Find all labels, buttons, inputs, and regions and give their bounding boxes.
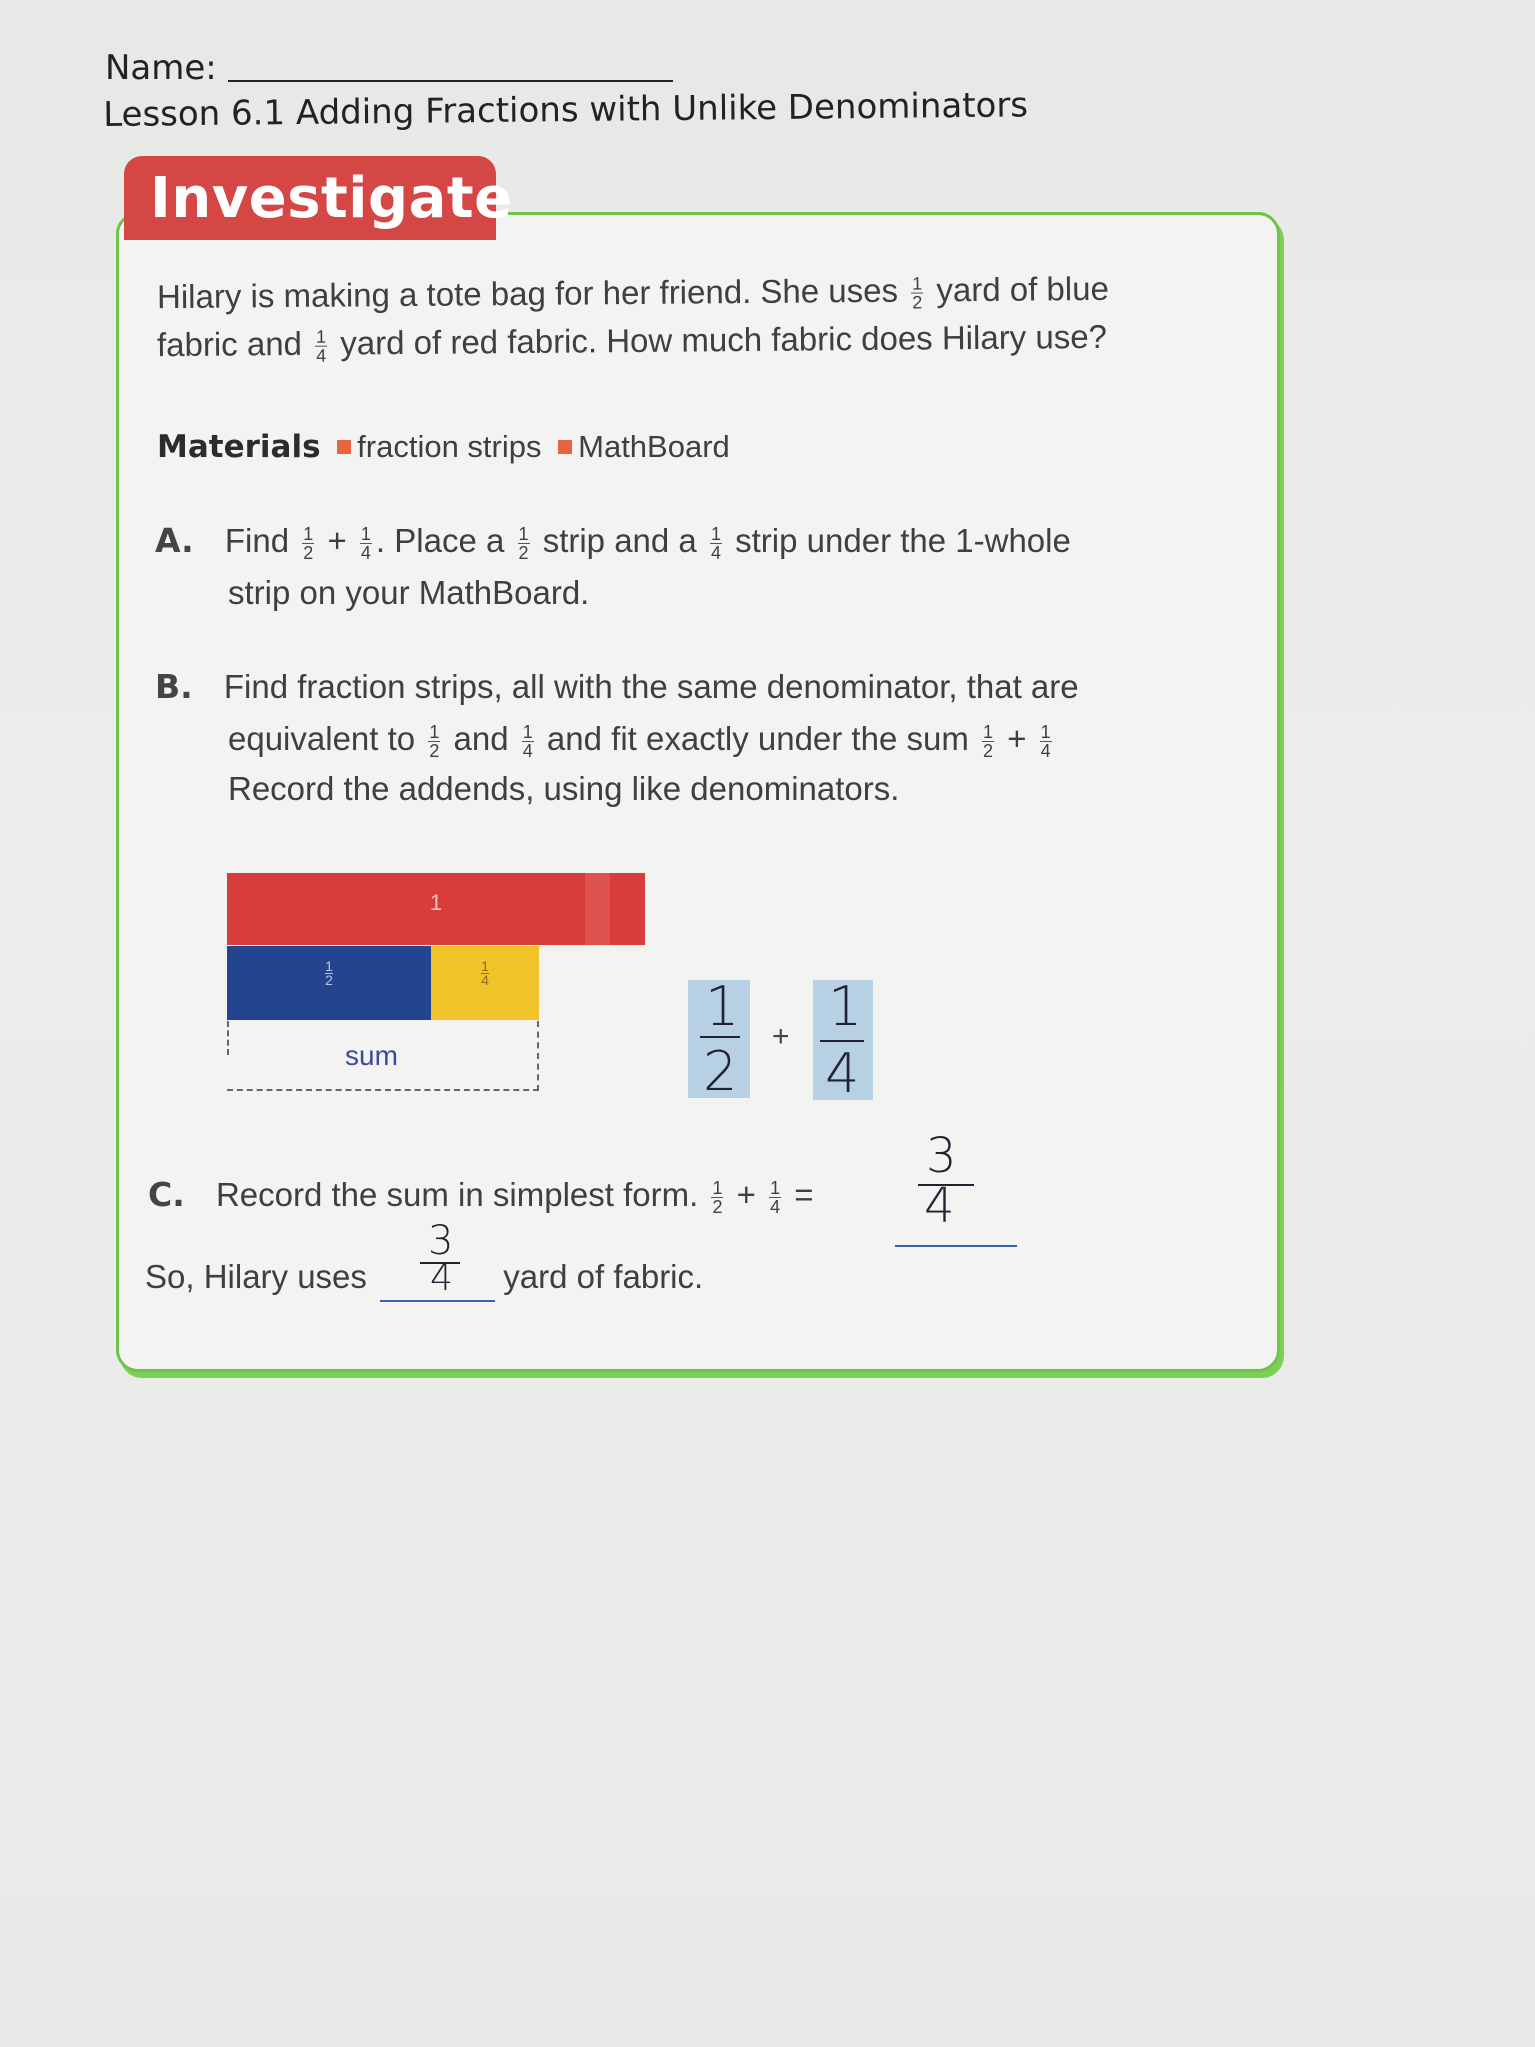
handwritten-answer-conclusion-den: 4 bbox=[430, 1258, 453, 1299]
fraction-half: $\frac{1}{2}$ bbox=[303, 523, 314, 563]
strip-whole bbox=[227, 873, 645, 945]
step-text: + bbox=[736, 1176, 756, 1213]
bullet-square-icon bbox=[558, 440, 572, 454]
problem-text: yard of blue bbox=[936, 269, 1109, 309]
strip-half-label: $\frac{1}{2}$ bbox=[325, 958, 333, 988]
step-text: equivalent to bbox=[228, 720, 416, 757]
materials-item: fraction strips bbox=[357, 429, 542, 464]
handwritten-plus: + bbox=[772, 1020, 790, 1053]
step-text: Find bbox=[224, 522, 290, 559]
handwritten-addend-2-num: 1 bbox=[828, 975, 863, 1038]
step-a-letter: A. bbox=[155, 521, 194, 560]
strip-quarter-label: $\frac{1}{4}$ bbox=[481, 958, 489, 988]
materials-label: Materials bbox=[157, 429, 321, 465]
fraction-quarter: $\frac{1}{4}$ bbox=[710, 523, 721, 563]
fraction-quarter: $\frac{1}{4}$ bbox=[315, 326, 327, 366]
strip-whole-label: 1 bbox=[429, 890, 443, 915]
fraction-quarter: $\frac{1}{4}$ bbox=[1040, 721, 1051, 761]
fraction-half: $\frac{1}{2}$ bbox=[983, 721, 994, 761]
bullet-square-icon bbox=[337, 440, 351, 454]
handwritten-addend-1-den: 2 bbox=[703, 1040, 738, 1103]
lesson-title: Lesson 6.1 Adding Fractions with Unlike Denominators bbox=[103, 85, 1029, 135]
step-b-line-1 bbox=[155, 664, 1079, 710]
step-text: Record the sum in simplest form. bbox=[215, 1176, 699, 1213]
conclusion-line bbox=[145, 1254, 703, 1300]
fraction-half: $\frac{1}{2}$ bbox=[518, 523, 529, 563]
step-text: Find fraction strips, all with the same denominator, that are bbox=[223, 668, 1079, 705]
fraction-half: $\frac{1}{2}$ bbox=[429, 721, 440, 761]
name-field-line bbox=[228, 80, 673, 82]
step-text: = bbox=[794, 1176, 814, 1213]
conclusion-text: yard of fabric. bbox=[503, 1258, 704, 1295]
answer-c-line bbox=[895, 1245, 1017, 1247]
problem-text: yard of red fabric. How much fabric does Hilary use? bbox=[340, 317, 1108, 362]
step-c-line bbox=[148, 1172, 814, 1218]
handwritten-addend-1-num: 1 bbox=[705, 975, 740, 1038]
step-text: + bbox=[1007, 720, 1027, 757]
step-text: and fit exactly under the sum bbox=[546, 720, 969, 757]
step-b-line-2 bbox=[228, 716, 1056, 762]
step-text: + bbox=[327, 522, 347, 559]
step-text: and bbox=[453, 720, 509, 757]
step-text: strip under the 1-whole bbox=[735, 522, 1071, 559]
problem-line-1 bbox=[157, 266, 1109, 320]
strip-half bbox=[227, 946, 431, 1020]
conclusion-text: So, Hilary uses bbox=[145, 1258, 367, 1295]
handwritten-answer-conclusion-num: 3 bbox=[428, 1218, 454, 1264]
step-a-line-1 bbox=[155, 518, 1071, 564]
fraction-half: $\frac{1}{2}$ bbox=[712, 1177, 723, 1217]
problem-line-2 bbox=[157, 314, 1107, 368]
handwritten-answer-c-den: 4 bbox=[924, 1178, 955, 1234]
materials-line bbox=[157, 424, 730, 470]
sum-label: sum bbox=[345, 1040, 398, 1071]
problem-text: Hilary is making a tote bag for her friend. She uses bbox=[156, 271, 899, 316]
name-label: Name: bbox=[105, 48, 217, 88]
step-b-letter: B. bbox=[155, 667, 193, 706]
fraction-quarter: $\frac{1}{4}$ bbox=[770, 1177, 781, 1217]
fraction-quarter: $\frac{1}{4}$ bbox=[522, 721, 533, 761]
step-a-line-2: strip on your MathBoard. bbox=[228, 574, 590, 611]
step-text: . Place a bbox=[375, 522, 505, 559]
strip-quarter bbox=[431, 946, 539, 1020]
materials-item: MathBoard bbox=[578, 429, 730, 464]
fraction-quarter: $\frac{1}{4}$ bbox=[360, 523, 371, 563]
handwritten-answer-c-num: 3 bbox=[926, 1128, 957, 1184]
answer-conclusion-line bbox=[380, 1300, 495, 1302]
step-b-line-3: Record the addends, using like denominators. bbox=[228, 770, 900, 807]
handwritten-addend-2-den: 4 bbox=[825, 1042, 860, 1105]
handwritten-fraction-bar bbox=[700, 1036, 740, 1038]
fraction-half: $\frac{1}{2}$ bbox=[912, 273, 923, 313]
problem-text: fabric and bbox=[156, 324, 303, 364]
investigate-tab-label: Investigate bbox=[150, 166, 513, 231]
step-text: strip and a bbox=[542, 522, 697, 559]
step-c-letter: C. bbox=[148, 1175, 185, 1214]
